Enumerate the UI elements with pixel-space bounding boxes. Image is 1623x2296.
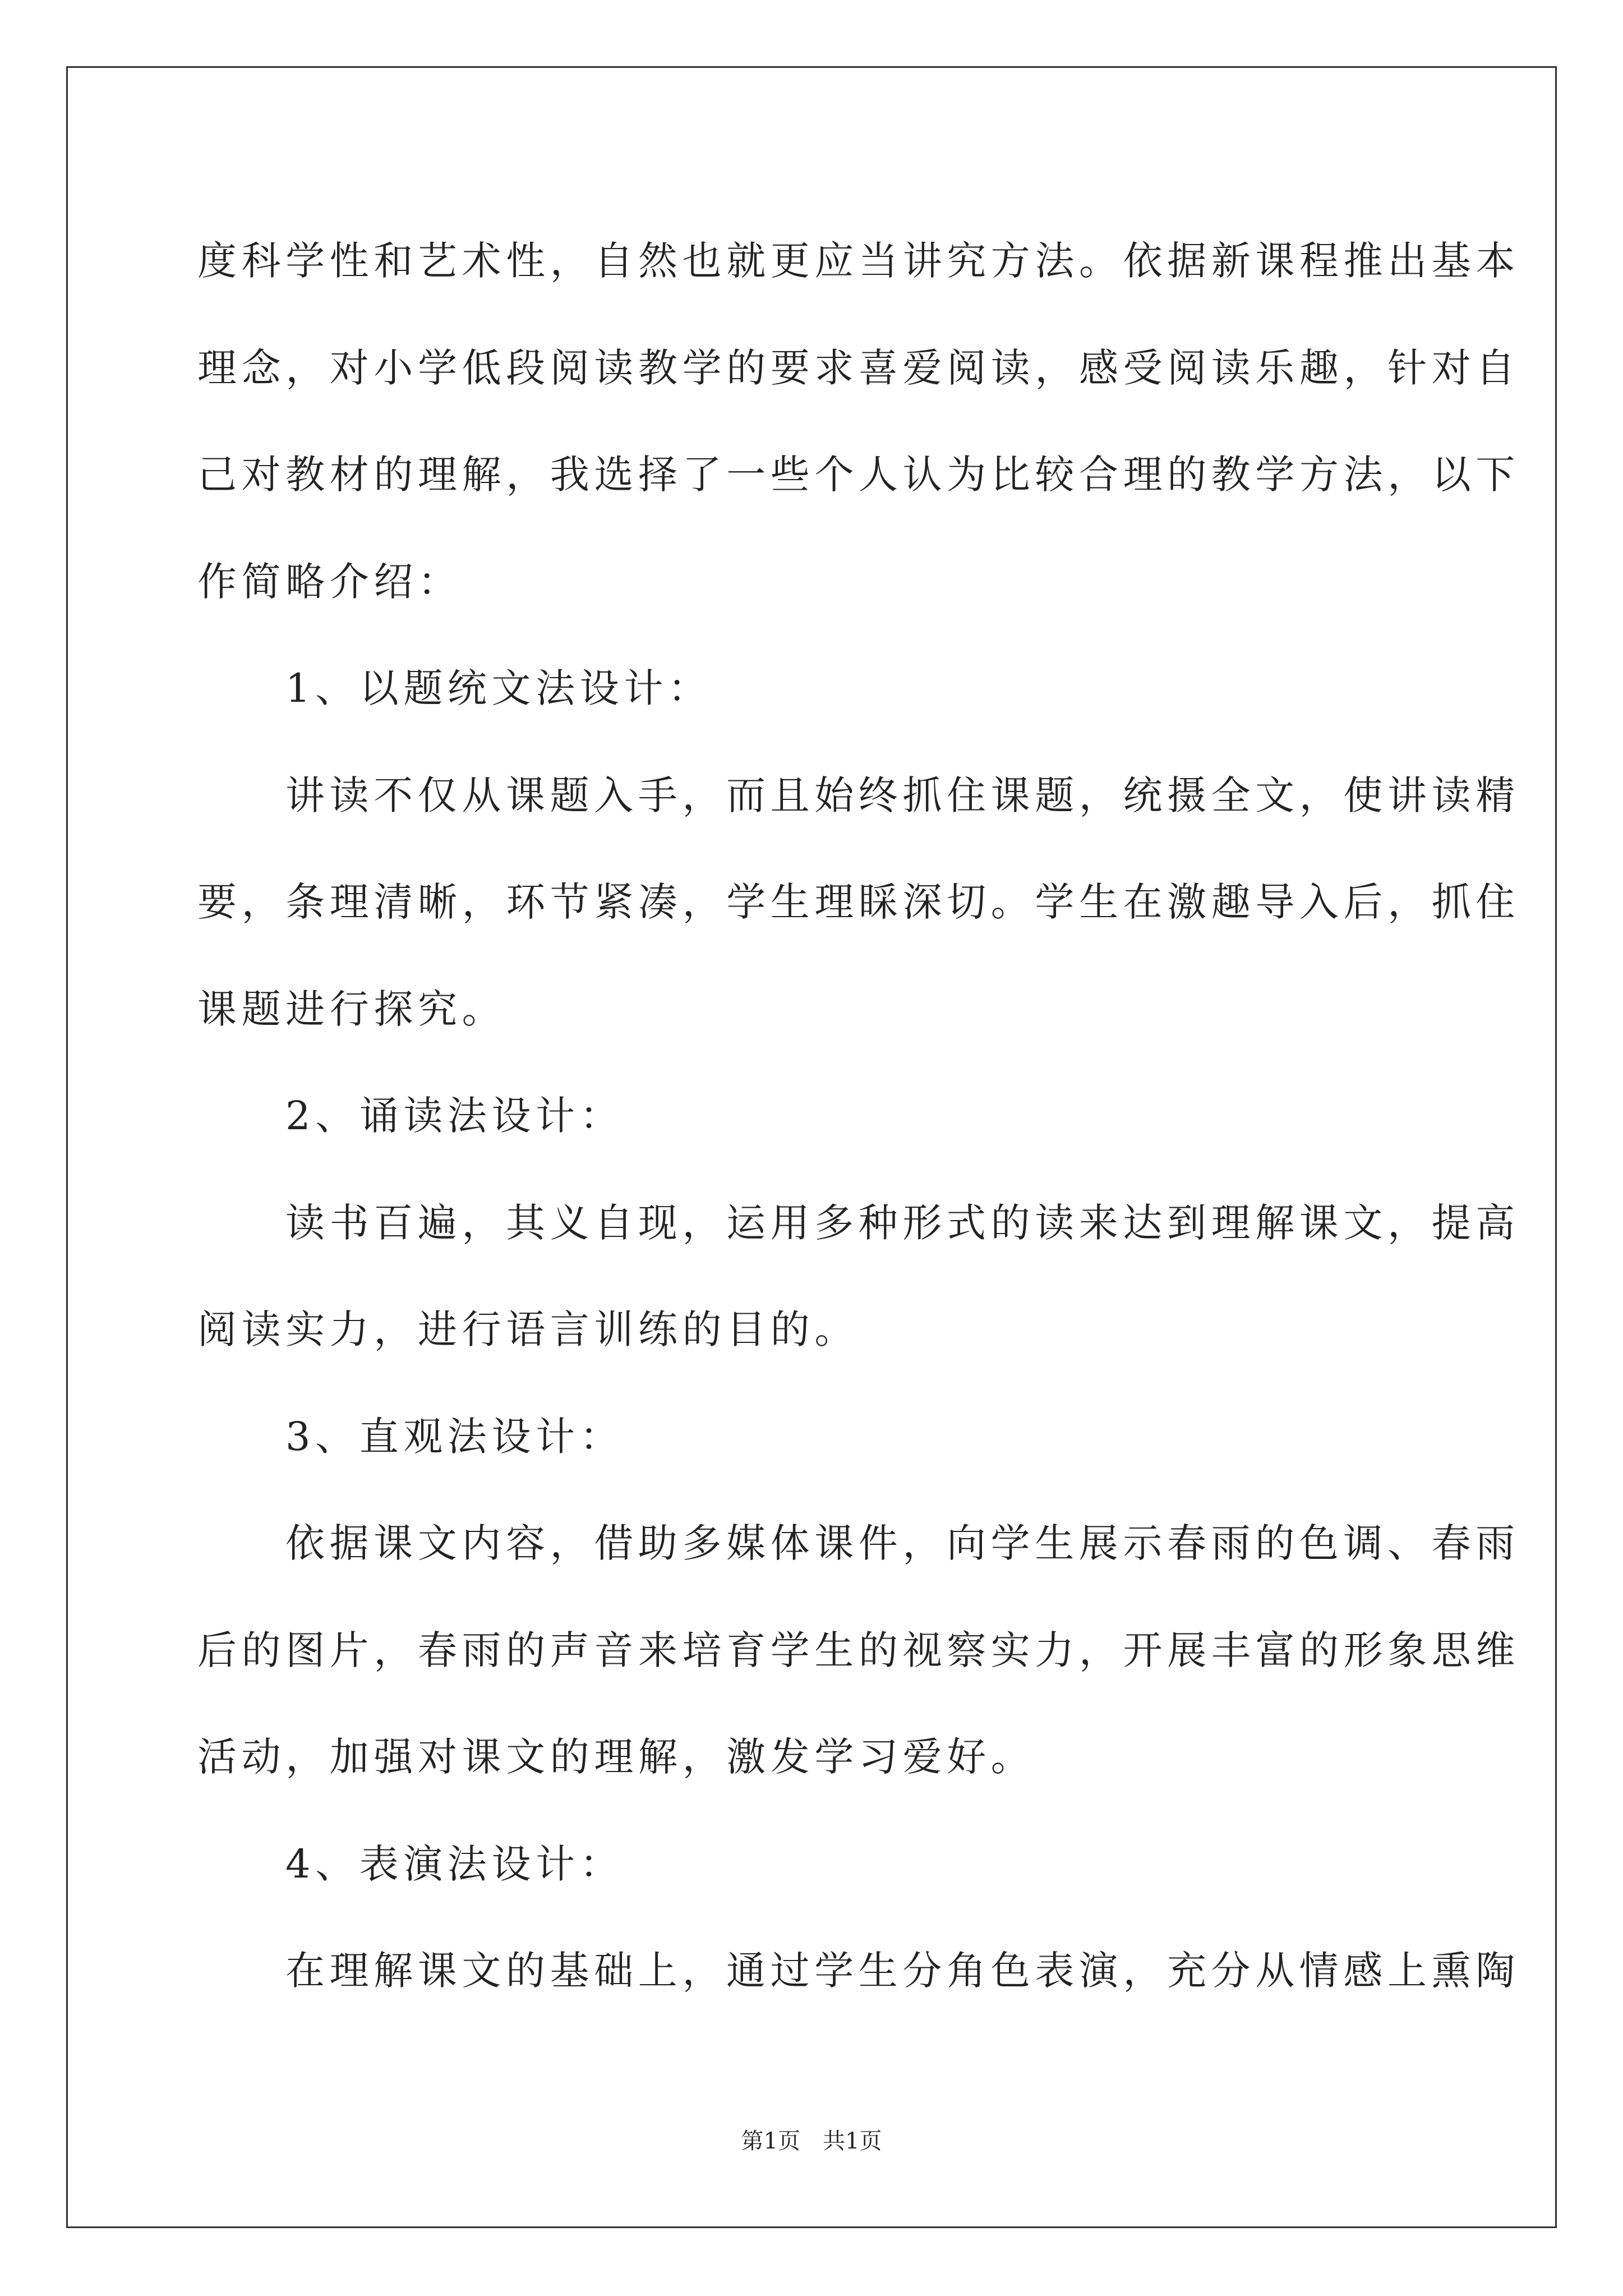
section-heading-2: 2、诵读法设计： <box>285 1093 624 1139</box>
text-line-11: 阅读实力，进行语言训练的目的。 <box>197 1306 859 1352</box>
text-line-4: 作简略介绍： <box>197 558 462 605</box>
document-body <box>197 208 1520 2024</box>
text-line-13: 依据课文内容，借助多媒体课件，向学生展示春雨的色调、春雨 <box>285 1520 1520 1566</box>
text-line-8: 课题进行探究。 <box>197 986 506 1032</box>
text-line-14: 后的图片，春雨的声音来培育学生的视察实力，开展丰富的形象思维 <box>197 1627 1520 1673</box>
section-heading-1: 1、以题统文法设计： <box>285 665 712 711</box>
section-heading-3: 3、直观法设计： <box>285 1413 624 1460</box>
text-line-6: 讲读不仅从课题入手，而且始终抓住课题，统摄全文，使讲读精 <box>285 772 1520 818</box>
section-heading-4: 4、表演法设计： <box>285 1841 624 1887</box>
text-line-17: 在理解课文的基础上，通过学生分角色表演，充分从情感上熏陶 <box>285 1948 1520 1994</box>
text-line-15: 活动，加强对课文的理解，激发学习爱好。 <box>197 1734 1035 1780</box>
page-footer: 第1页 共1页 <box>741 2128 882 2154</box>
text-line-2: 理念，对小学低段阅读教学的要求喜爱阅读，感受阅读乐趣，针对自 <box>197 344 1520 391</box>
text-line-3: 己对教材的理解，我选择了一些个人认为比较合理的教学方法，以下 <box>197 452 1520 498</box>
text-line-7: 要，条理清晰，环节紧凑，学生理睬深切。学生在激趣导入后，抓住 <box>197 879 1520 925</box>
text-line-1: 度科学性和艺术性，自然也就更应当讲究方法。依据新课程推出基本 <box>197 238 1520 284</box>
text-line-10: 读书百遍，其义自现，运用多种形式的读来达到理解课文，提高 <box>285 1199 1520 1246</box>
